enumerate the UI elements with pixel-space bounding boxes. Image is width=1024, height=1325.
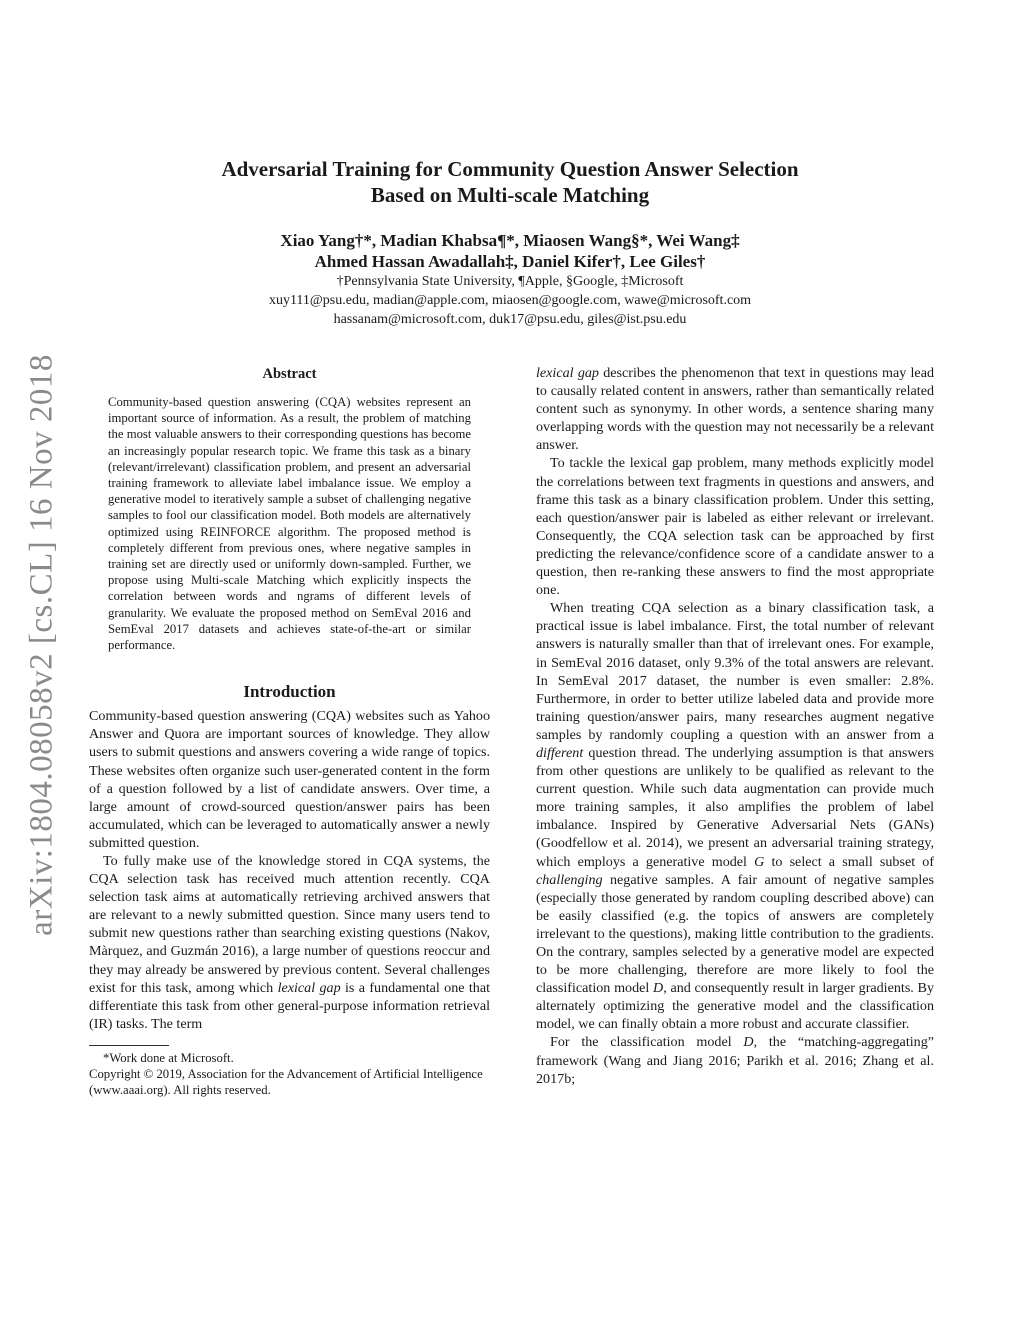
footnote-work-done: *Work done at Microsoft. — [103, 1050, 234, 1065]
abstract-heading: Abstract — [262, 366, 317, 382]
introduction-heading: Introduction — [243, 682, 336, 702]
author-line-2: Ahmed Hassan Awadallah‡, Daniel Kifer†, Lee Giles† — [314, 252, 706, 271]
right-paragraph-4: For the classification model D, the “matching-aggregating” framework (Wang and Jiang 2016; Parikh et al. 2016; Zhang et al. 2017b; — [536, 1034, 934, 1087]
arxiv-id-text: arXiv:1804.08058v2 [cs.CL] 16 Nov 2018 — [23, 354, 60, 936]
abstract-text: Community-based question answering (CQA) websites represent an important source of information. As a result, the problem of matching the most valuable answers to their corresponding questions has become an increasingly popular research topic. We frame this task as a binary (relevant/irrelevant) classification problem, and present an adversarial training framework to alleviate label imbalance issue. We employ a generative model to iteratively sample a subset of challenging negative samples to fool our classification model. Both models are alternatively optimized using REINFORCE algorithm. The proposed method is completely different from previous ones, where negative samples in training set are directly used or uniformly down-sampled. Further, we propose using Multi-scale Matching which explicitly inspects the correlation between words and ngrams of different levels of granularity. We evaluate the proposed method on SemEval 2016 and SemEval 2017 datasets and achieves state-of-the-art or similar performance. — [108, 395, 471, 653]
paper-title — [110, 156, 910, 208]
author-line-1: Xiao Yang†*, Madian Khabsa¶*, Miaosen Wang§*, Wei Wang‡ — [280, 231, 740, 250]
intro-paragraph-2: To fully make use of the knowledge stored in CQA systems, the CQA selection task has received much attention recently. CQA selection task aims at automatically retrieving archived answers that are relevant to a newly submitted question. Since many users tend to submit new questions rather than searching existing questions (Nakov, Màrquez, and Guzmán 2016), a large number of questions reoccur and they may already be answered by previous content. Several challenges exist for this task, among which lexical gap is a fundamental one that differentiate this task from other general-purpose information retrieval (IR) tasks. The term — [89, 853, 490, 1032]
right-column — [536, 364, 934, 1088]
lexical-gap-term: lexical gap — [277, 979, 341, 996]
intro-paragraph-1: Community-based question answering (CQA) websites such as Yahoo Answer and Quora are important sources of knowledge. They allow users to submit questions and answers covering a wide range of topics. These websites often organize such user-generated content in the form of a question followed by a list of candidate answers. Over time, a large amount of crowd-sourced question/answer pairs has been accumulated, which can be leveraged to automatically answer a newly submitted question. — [89, 708, 490, 851]
lexical-gap-term-2: lexical gap — [536, 365, 599, 381]
title-line-1: Adversarial Training for Community Question Answer Selection — [221, 157, 799, 181]
arxiv-identifier — [2, 350, 82, 940]
title-line-2: Based on Multi-scale Matching — [370, 183, 650, 207]
emails-line-2: hassanam@microsoft.com, duk17@psu.edu, giles@ist.psu.edu — [333, 312, 687, 327]
right-paragraph-3: When treating CQA selection as a binary classification task, a practical issue is label imbalance. First, the total number of relevant answers is naturally smaller than that of irrelevant ones. For example, in SemEval 2016 dataset, only 9.3% of the total answers are relevant. In SemEval 2017 dataset, the number is even smaller: 2.8%. Furthermore, in order to better utilize labeled data and provide more training question/answer pairs, many researches augment negative samples by randomly coupling a question with an answer from a different question thread. The underlying assumption is that answers from other questions are unlikely to be qualified as relevant to the current question. While such data augmentation can provide much more training samples, it also amplifies the problem of label imbalance. Inspired by Generative Adversarial Nets (GANs) (Goodfellow et al. 2014), we present an adversarial training strategy, which employs a generative model G to select a small subset of challenging negative samples. A fair amount of negative samples (especially those generated by random coupling described above) can be easily classified (e.g. the topics of answers are completely irrelevant to the questions), making little contribution to the gradients. On the contrary, samples selected by a generative model are expected to be more challenging, therefore are more likely to fool the classification model D, and consequently result in larger gradients. By alternately optimizing the generative model and the classification model, we can finally obtain a more robust and accurate classifier. — [536, 600, 935, 1033]
affiliations: †Pennsylvania State University, ¶Apple, §Google, ‡Microsoft — [336, 274, 684, 289]
left-column — [89, 364, 490, 1098]
right-paragraph-1: lexical gap describes the phenomenon that text in questions may lead to causally related content in answers, rather than semantically related content such as synonymy. In other words, a sentence sharing many overlapping words with the question may not necessarily be a relevant answer. — [536, 365, 934, 454]
footnote-divider — [89, 1045, 169, 1046]
copyright-notice: Copyright © 2019, Association for the Advancement of Artificial Intelligence (www.aaai.org). All rights reserved. — [89, 1066, 483, 1097]
author-block — [110, 230, 910, 329]
emails-line-1: xuy111@psu.edu, madian@apple.com, miaosen@google.com, wawe@microsoft.com — [268, 293, 752, 308]
right-paragraph-2: To tackle the lexical gap problem, many methods explicitly model the correlations between text fragments in questions and answers, and frame this task as a binary classification problem. Under this setting, each question/answer pair is labeled as either relevant or irrelevant. Consequently, the CQA selection task can be approached by first predicting the relevance/confidence score of a candidate answer to a question, then re-ranking these answers to find the most appropriate one. — [536, 455, 934, 599]
